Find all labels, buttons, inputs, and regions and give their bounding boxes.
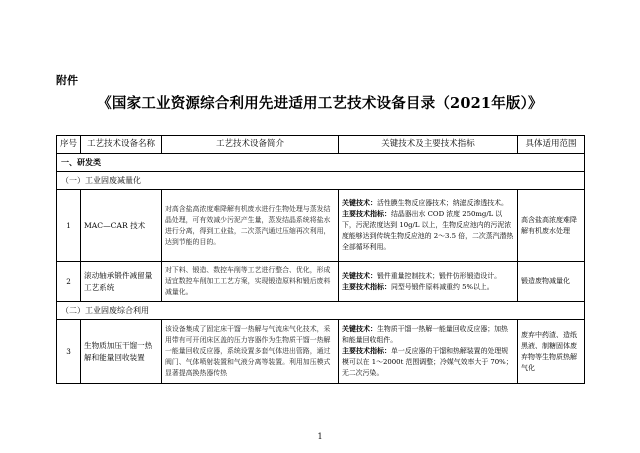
key-text: 锻件重量控制技术；锻件仿形锻造设计。	[377, 271, 502, 280]
key-text: 活性膜生物反应器技术；纳滤反渗透技术。	[377, 199, 508, 207]
row-seq: 1	[57, 190, 81, 262]
row-key-tech	[339, 262, 518, 302]
row-scope: 锻造废物减量化	[518, 262, 585, 302]
row-desc: 对下料、锻造、数控车削等工艺进行整合、优化，形成适宜数控车削加工工艺方案，实现锻造原料和锻后废料减量化。	[162, 262, 339, 302]
header-key-tech: 关键技术及主要技术指标	[339, 136, 518, 154]
key-label: 关键技术：	[342, 271, 377, 280]
index-label: 主要技术指标：	[342, 210, 391, 218]
index-text: 单一反应器的干馏和热解装置的处理规模可以在 1～2000t 范围调整；冷媒气效率大于 70%；无二次污染。	[342, 347, 513, 377]
key-label: 关键技术：	[342, 325, 377, 333]
index-text: 结晶器出水 COD 浓度 250mg/L 以下，污泥浓度达到 10g/L 以上，生物反应池内的污泥浓度能够达到传统生物反应池的 2～3.5 倍，二次蒸汽潜热全部循环利用。	[342, 210, 514, 251]
subsection-row	[57, 302, 585, 320]
row-name: 滚动轴承锻件减留量工艺系统	[81, 262, 162, 302]
key-label: 关键技术：	[342, 199, 377, 207]
key-text: 生物质干馏一热解一能量回收反应器；加热和能量回收组件。	[342, 325, 508, 344]
row-scope: 高含盐高浓度难降解有机废水处理	[518, 190, 585, 262]
row-scope: 废弃中药渣、造纸黑液、制糖固体废弃物等生物质热解气化	[518, 320, 585, 384]
header-scope: 具体适用范围	[518, 136, 585, 154]
header-name: 工艺技术设备名称	[81, 136, 162, 154]
row-seq: 3	[57, 320, 81, 384]
subsection-reduction: （一）工业固废减量化	[57, 172, 585, 190]
section-rd: 一、研发类	[57, 154, 585, 172]
table-row	[57, 262, 585, 302]
row-key-tech	[339, 320, 518, 384]
header-intro: 工艺技术设备简介	[162, 136, 339, 154]
row-desc: 对高含盐高浓度难降解有机废水进行生物处理与蒸发结晶处理，可有效减少污泥产生量，蒸发结晶系统将盐水进行分离，得到工业盐，二次蒸汽通过压缩再次利用，达到节能的目的。	[162, 190, 339, 262]
row-key-tech	[339, 190, 518, 262]
page-title: 《国家工业资源综合利用先进适用工艺技术设备目录（2021年版）》	[97, 95, 543, 112]
attachment-label: 附件	[56, 74, 78, 87]
table-row	[57, 320, 585, 384]
section-row	[57, 154, 585, 172]
index-label: 主要技术指标：	[342, 282, 391, 291]
index-label: 主要技术指标：	[342, 347, 391, 355]
header-seq: 序号	[57, 136, 81, 154]
table-header-row	[57, 136, 585, 154]
page-number: 1	[317, 432, 323, 441]
row-seq: 2	[57, 262, 81, 302]
catalog-table	[56, 135, 585, 384]
table-row	[57, 190, 585, 262]
row-name: MAC—CAR 技术	[81, 190, 162, 262]
subsection-utilization: （二）工业固废综合利用	[57, 302, 585, 320]
subsection-row	[57, 172, 585, 190]
row-desc: 该设备集成了固定床干馏一热解与气流床气化技术，采用带有可开闭床区盖的压力容器作为生物质干馏一热解一能量回收反应器，系统设置多套气体进出管路，通过阀门、气体喷射装置和气液分离等装置。利用加压模式显著提高换热器传热	[162, 320, 339, 384]
row-name: 生物质加压干馏一热解和能量回收装置	[81, 320, 162, 384]
index-text: 同型号锻件原料减重约 5%以上。	[391, 282, 494, 291]
